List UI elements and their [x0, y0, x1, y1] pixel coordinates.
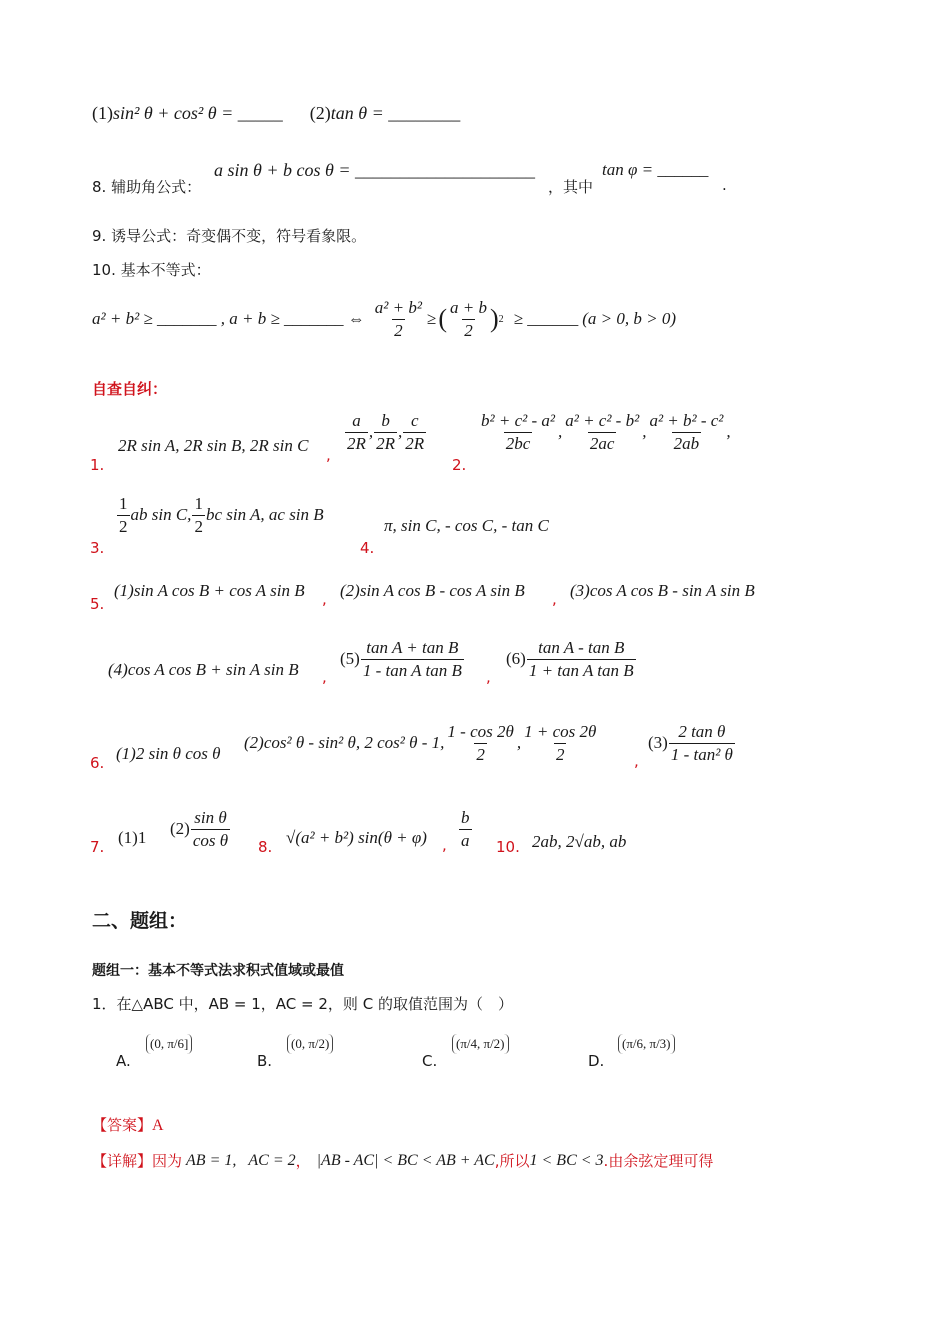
item-8-expr: a sin θ + b cos θ = ____________________: [214, 160, 535, 180]
frac-denominator: 2: [119, 516, 128, 536]
frac-numerator: 1: [119, 494, 128, 513]
answer-3-num: 3.: [90, 539, 105, 557]
group-1-title: 题组一：基本不等式法求积式值域或最值: [92, 963, 344, 979]
item-8-end: .: [722, 176, 727, 194]
option-value: (0, π/2): [287, 1034, 333, 1054]
frac-denominator: 1 - tan² θ: [670, 744, 733, 764]
answer-5-expr-2: (2)sin A cos B - cos A sin B: [340, 581, 525, 600]
double-angle-cos: (2)cos² θ - sin² θ, 2 cos² θ - 1,: [244, 733, 445, 753]
frac-denominator: 2: [464, 320, 473, 340]
section-2-title: 二、题组：: [92, 910, 188, 932]
part-label: (2): [170, 819, 190, 839]
answer-value: A: [152, 1117, 164, 1134]
answer-1-expr: 2R sin A, 2R sin B, 2R sin C: [118, 436, 309, 455]
comma: ,: [486, 668, 491, 686]
answer-5-expr-1: (1)sin A cos B + cos A sin B: [114, 581, 305, 600]
item-8-mid: ，其中: [548, 178, 594, 196]
answer-7-num: 7.: [90, 838, 105, 856]
frac-numerator: 1: [194, 494, 203, 513]
frac-half-angle-sin: [445, 722, 515, 764]
answer-10-num: 10.: [496, 838, 520, 856]
frac-denominator: 1 - tan A tan B: [362, 660, 462, 680]
frac-cos-c: [647, 411, 725, 453]
answer-1-fractions: $\frac{a}{2R}$ , $\frac{b}{2R}$ , $\frac{c}{2R}$: [347, 411, 425, 453]
option-label: B.: [257, 1052, 273, 1070]
self-check-title: 自查自纠：: [92, 380, 168, 398]
frac-numerator: sin θ: [194, 808, 227, 827]
option-label: A.: [116, 1052, 131, 1070]
geq-sign: ≥: [426, 309, 437, 328]
frac-numerator: 2 tan θ: [678, 722, 726, 741]
answer-tag: 【答案】: [92, 1116, 153, 1134]
detail-expr-3: |AB - AC| < BC < AB + AC: [316, 1151, 495, 1169]
answer-5-expr-3: (3)cos A cos B - sin A sin B: [570, 581, 755, 600]
right-paren: ): [489, 304, 499, 333]
part-label: (3): [648, 733, 668, 753]
comma: ,: [322, 590, 327, 608]
answer-8-frac: [458, 808, 473, 850]
frac-a-2R: [345, 411, 368, 453]
part-label: (5): [340, 649, 360, 669]
frac-denominator: 2R: [405, 433, 425, 453]
formula-line-1: [92, 103, 460, 124]
left-paren: (: [438, 304, 447, 333]
answer-5-expr-6: [506, 638, 637, 680]
part-2-label: (2): [309, 103, 331, 123]
part-1-expr: sin² θ + cos² θ = _____: [113, 103, 283, 123]
detail-expr-2: AC = 2: [248, 1151, 296, 1169]
frac-half-2: [192, 494, 205, 536]
answer-7-expr-2: [170, 808, 231, 850]
frac-denominator: a: [461, 830, 470, 850]
frac-cos-a: [479, 411, 557, 453]
answer-2-num: 2.: [452, 456, 467, 474]
answer-6-expr-3: [648, 722, 736, 764]
answer-6-expr-2: (2)cos² θ - sin² θ, 2 cos² θ - 1, $\frac{1 - \cos 2\theta}{2}$ , $\frac{1 + \cos 2\theta}{2}$: [244, 722, 597, 764]
comma: ,: [634, 752, 639, 770]
frac-denominator: 1 + tan A tan B: [528, 660, 634, 680]
frac-denominator: 2: [394, 320, 403, 340]
frac-denominator: 2: [194, 516, 203, 536]
question-1-text: 1．在△ABC 中，AB = 1，AC = 2，则 C 的取值范围为（ ）: [92, 995, 513, 1013]
detail-text-2: ，: [295, 1152, 311, 1170]
exponent: 2: [498, 313, 504, 325]
question-1-options: [116, 1030, 736, 1074]
frac-b-a: [459, 808, 472, 850]
frac-numerator: b: [381, 411, 390, 430]
item-10-expr-a: a² + b² ≥ _______ , a + b ≥ _______ ⇔: [92, 309, 365, 328]
frac-numerator: c: [410, 411, 419, 430]
detail-expr-4: 1 < BC < 3: [529, 1151, 604, 1169]
frac-denominator: 2bc: [505, 433, 531, 453]
frac-tan-diff: [527, 638, 636, 680]
detail-line: [92, 1150, 713, 1171]
detail-tag: 【详解】: [92, 1152, 153, 1170]
geq-blank: ≥ ______: [513, 309, 579, 328]
frac-numerator: b² + c² - a²: [481, 411, 555, 430]
frac-denominator: cos θ: [192, 830, 229, 850]
answer-line: [92, 1114, 164, 1135]
item-8-tan-expr: tan φ = ______: [602, 160, 709, 179]
option-value: (0, π/6]: [146, 1034, 192, 1054]
frac-numerator: a² + c² - b²: [565, 411, 640, 430]
frac-numerator: a + b: [449, 297, 487, 317]
frac-numerator: a² + b²: [374, 297, 422, 317]
answer-2-fractions: $\frac{\text{b² + c² - a²}}{2bc}$ , $\frac{\text{a² + c² - b²}}{2ac}$ , $\frac{\text{a² + b² - c²}}{2ab}$ ,: [481, 411, 731, 453]
answer-3-expr: [116, 494, 324, 536]
comma: ,: [322, 668, 327, 686]
answer-5-expr-4: (4)cos A cos B + sin A sin B: [108, 660, 299, 679]
detail-text-1: 因为: [152, 1152, 183, 1170]
frac-numerator: 1 + cos 2θ: [524, 722, 597, 741]
frac-denominator: 2ab: [673, 433, 700, 453]
answer-6-expr-1: (1)2 sin θ cos θ: [116, 744, 221, 763]
answer-2-end: ,: [726, 422, 731, 442]
answer-8-expr: √(a² + b²) sin(θ + φ): [286, 828, 427, 847]
frac-b-2R: [374, 411, 397, 453]
item-10-frac-1: [373, 298, 424, 340]
frac-half-1: [117, 494, 130, 536]
frac-numerator: b: [461, 808, 470, 827]
answer-5-num: 5.: [90, 595, 105, 613]
frac-sin-cos: [191, 808, 230, 850]
frac-numerator: tan A + tan B: [366, 638, 459, 657]
comma: ,: [442, 836, 447, 854]
frac-numerator: 1 - cos 2θ: [447, 722, 514, 741]
part-1-label: (1): [92, 103, 113, 123]
item-8-label: 8. 辅助角公式：: [92, 178, 202, 196]
answer-4-expr: π, sin C, - cos C, - tan C: [384, 516, 549, 535]
detail-text-3: ,所以: [494, 1152, 530, 1170]
frac-denominator: 2ac: [589, 433, 615, 453]
option-value: (π/6, π/3): [618, 1034, 675, 1054]
frac-denominator: 2: [476, 744, 485, 764]
frac-denominator: 2: [555, 744, 565, 764]
detail-expr-1: AB = 1,: [186, 1151, 237, 1169]
frac-tan-double: [669, 722, 735, 764]
condition: (a > 0, b > 0): [582, 309, 676, 328]
frac-cos-b: [563, 411, 641, 453]
answer-10-expr: 2ab, 2√ab, ab: [532, 832, 627, 851]
part-2-expr: tan θ = ________: [330, 103, 461, 123]
answer-1-num: 1.: [90, 456, 105, 474]
option-value: (π/4, π/2): [452, 1034, 509, 1054]
answer-8-num: 8.: [258, 838, 273, 856]
option-label: C.: [422, 1052, 438, 1070]
item-9: 9. 诱导公式：奇变偶不变，符号看象限。: [92, 227, 367, 245]
answer-6-num: 6.: [90, 754, 105, 772]
answer-3-part-1: ab sin C,: [130, 505, 192, 525]
frac-numerator: tan A - tan B: [538, 638, 625, 657]
frac-denominator: 2R: [347, 433, 366, 453]
frac-c-2R: [403, 411, 426, 453]
frac-denominator: 2R: [376, 433, 396, 453]
detail-text-4: .由余弦定理可得: [603, 1152, 714, 1170]
item-10-label: 10. 基本不等式：: [92, 261, 211, 279]
part-label: (6): [506, 649, 526, 669]
option-label: D.: [588, 1052, 605, 1070]
answer-1-sep: ,: [326, 446, 331, 464]
item-10-frac-2: [448, 298, 489, 340]
comma: ,: [552, 590, 557, 608]
frac-numerator: a² + b² - c²: [649, 411, 724, 430]
frac-half-angle-cos: [522, 722, 598, 764]
frac-tan-sum: [361, 638, 464, 680]
answer-3-part-2: bc sin A, ac sin B: [205, 505, 324, 525]
frac-numerator: a: [352, 411, 361, 430]
item-10-expr: [92, 293, 676, 345]
answer-4-num: 4.: [360, 539, 375, 557]
answer-5-expr-5: [340, 638, 465, 680]
answer-7-expr-1: (1)1: [118, 828, 147, 847]
